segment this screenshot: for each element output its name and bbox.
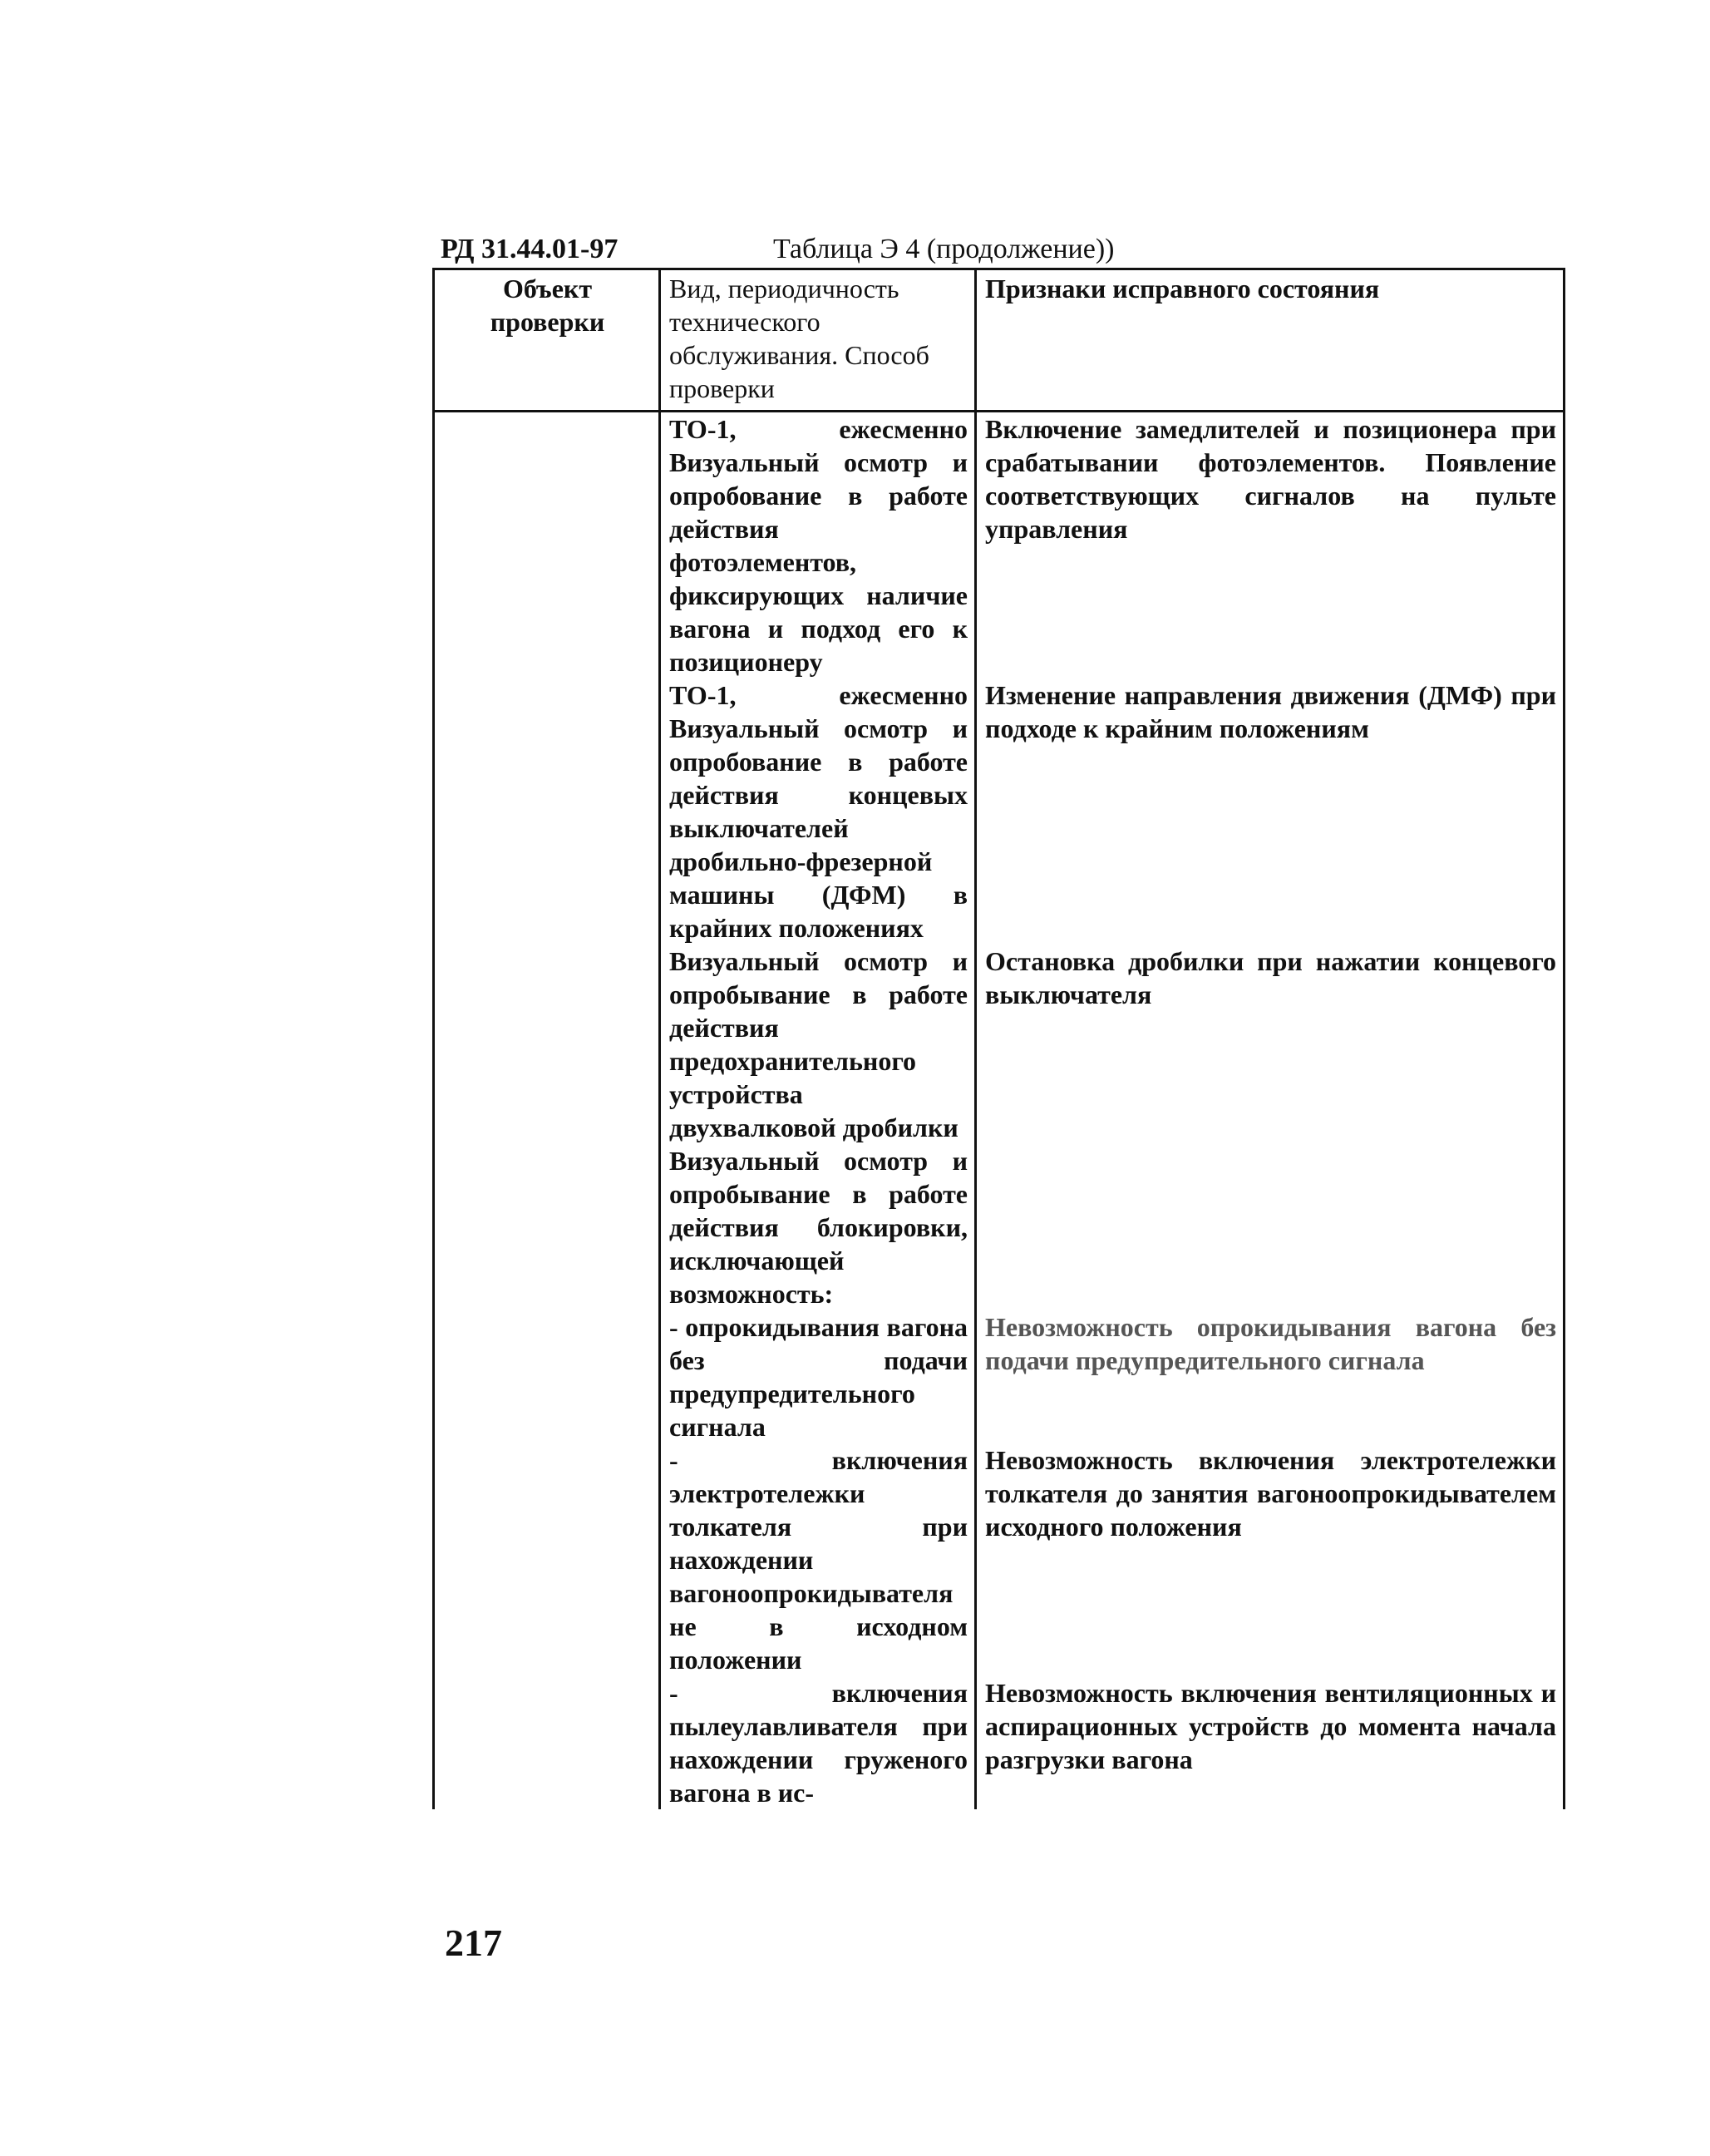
sign-cell: Невозможность включения электротележки толкателя до занятия вагоноопрокидывателем исходного положения: [976, 1443, 1565, 1676]
maintenance-cell: Визуальный осмотр и опробывание в работе действия блокировки, исключающей возможность:: [660, 1144, 976, 1310]
maintenance-cell: ТО-1, ежесменно Визуальный осмотр и опробование в работе действия концевых выключателей дробильно-фрезерной машины (ДФМ) в крайних положениях: [660, 678, 976, 945]
page-number: 217: [445, 1922, 502, 1964]
sign-cell: Невозможность опрокидывания вагона без подачи предупредительного сигнала: [976, 1310, 1565, 1443]
maintenance-table-container: [432, 268, 1563, 1871]
sign-cell: Невозможность включения вентиляционных и аспирационных устройств до момента начала разгрузки вагона: [976, 1676, 1565, 1809]
table-caption: Таблица Э 4 (продолжение)): [773, 234, 1115, 264]
table-header-row: [434, 269, 1565, 412]
sign-cell: Остановка дробилки при нажатии концевого выключателя: [976, 945, 1565, 1144]
column-header-good-state-signs: Признаки исправного состояния: [976, 269, 1565, 412]
column-header-maintenance-type: Вид, периодичность технического обслуживания. Способ проверки: [660, 269, 976, 412]
maintenance-cell: Визуальный осмотр и опробывание в работе действия предохранительного устройства двухвалковой дробилки: [660, 945, 976, 1144]
sign-cell: [976, 1144, 1565, 1310]
object-cell: [434, 412, 660, 1810]
maintenance-cell: - включения пылеулавливателя при нахождении груженого вагона в ис-: [660, 1676, 976, 1809]
sign-cell: Включение замедлителей и позиционера при срабатывании фотоэлементов. Появление соответствующих сигналов на пульте управления: [976, 412, 1565, 679]
maintenance-cell: - опрокидывания вагона без подачи предупредительного сигнала: [660, 1310, 976, 1443]
maintenance-table: [432, 268, 1565, 1809]
maintenance-cell: - включения электротележки толкателя при нахождении вагоноопрокидывателя не в исходном положении: [660, 1443, 976, 1676]
table-row: [434, 412, 1565, 679]
column-header-object: Объект проверки: [434, 269, 660, 412]
maintenance-cell: ТО-1, ежесменно Визуальный осмотр и опробование в работе действия фотоэлементов, фиксирующих наличие вагона и подход его к позиционеру: [660, 412, 976, 679]
page-header: [441, 229, 1563, 269]
sign-cell: Изменение направления движения (ДМФ) при подходе к крайним положениям: [976, 678, 1565, 945]
document-code: РД 31.44.01-97: [441, 234, 618, 264]
